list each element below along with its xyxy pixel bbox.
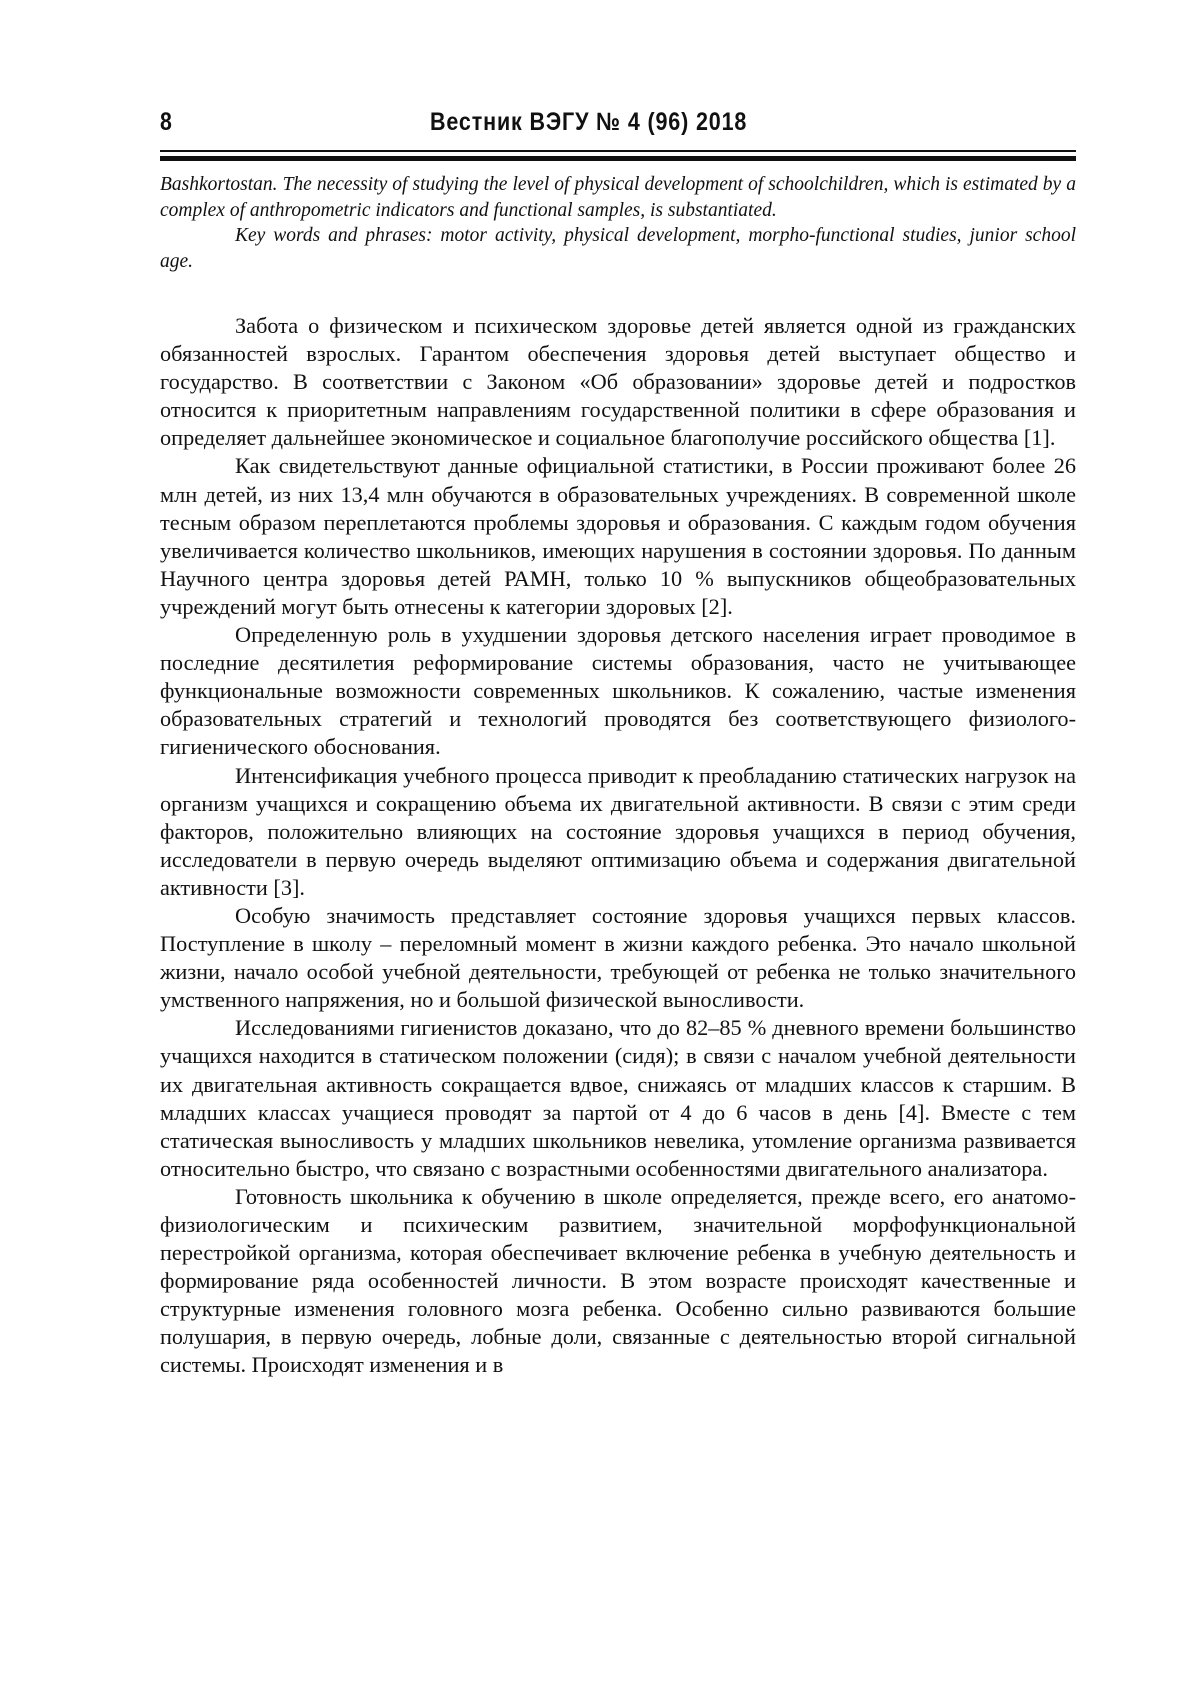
running-header: [160, 108, 1076, 148]
header-rule-thick: [160, 156, 1076, 161]
paragraph: Особую значимость представляет состояние здоровья учащихся первых классов. Поступление в школу – переломный момент в жизни каждого ребенка. Это начало школьной жизни, начало особой учебной деятельности, требующей от ребенка не только значительного умственного напряжения, но и большой физической выносливости.: [160, 902, 1076, 1013]
abstract-block: [160, 172, 1076, 274]
paragraph: Как свидетельствуют данные официальной статистики, в России проживают более 26 млн детей, из них 13,4 млн обучаются в образовательных учреждениях. В современной школе тесным образом переплетаются проблемы здоровья и образования. С каждым годом обучения увеличивается количество школьников, имеющих нарушения в состоянии здоровья. По данным Научного центра здоровья детей РАМН, только 10 % выпускников общеобразовательных учреждений могут быть отнесены к категории здоровых [2].: [160, 453, 1076, 619]
paragraph: Готовность школьника к обучению в школе определяется, прежде всего, его анатомо-физиологическим и психическим развитием, значительной морфофункциональной перестройкой организма, которая обеспечивает включение ребенка в учебную деятельность и формирование ряда особенностей личности. В этом возрасте происходят качественные и структурные изменения головного мозга ребенка. Особенно сильно развиваются большие полушария, в первую очередь, лобные доли, связанные с деятельностью второй сигнальной системы. Происходят изменения и в: [160, 1183, 1076, 1378]
keywords: Key words and phrases: motor activity, physical development, morpho-functional studies, junior school age.: [160, 225, 1076, 272]
header-rule-thin: [160, 150, 1076, 152]
journal-title: Вестник ВЭГУ № 4 (96) 2018: [430, 108, 748, 136]
paragraph: Забота о физическом и психическом здоровье детей является одной из гражданских обязанностей взрослых. Гарантом обеспечения здоровья детей выступает общество и государство. В соответствии с Законом «Об образовании» здоровье детей и подростков относится к приоритетным направлениям государственной политики в сфере образования и определяет дальнейшее экономическое и социальное благополучие российского общества [1].: [160, 313, 1076, 451]
article-body: [160, 312, 1076, 1380]
abstract-text: Bashkortostan. The necessity of studying the level of physical development of schoolchildren, which is estimated by a complex of anthropometric indicators and functional samples, is substantiated.: [160, 174, 1076, 221]
paragraph: Интенсификация учебного процесса приводит к преобладанию статических нагрузок на организм учащихся и сокращению объема их двигательной активности. В связи с этим среди факторов, положительно влияющих на состояние здоровья учащихся в период обучения, исследователи в первую очередь выделяют оптимизацию объема и содержания двигательной активности [3].: [160, 762, 1076, 900]
paragraph: Определенную роль в ухудшении здоровья детского населения играет проводимое в последние десятилетия реформирование системы образования, часто не учитывающее функциональные возможности современных школьников. К сожалению, частые изменения образовательных стратегий и технологий проводятся без соответствующего физиолого-гигиенического обоснования.: [160, 622, 1076, 760]
page-number: 8: [160, 108, 172, 136]
paragraph: Исследованиями гигиенистов доказано, что до 82–85 % дневного времени большинство учащихся находится в статическом положении (сидя); в связи с началом учебной деятельности их двигательная активность сокращается вдвое, снижаясь от младших классов к старшим. В младших классах учащиеся проводят за партой от 4 до 6 часов в день [4]. Вместе с тем статическая выносливость у младших школьников невелика, утомление организма развивается относительно быстро, что связано с возрастными особенностями двигательного анализатора.: [160, 1015, 1076, 1181]
